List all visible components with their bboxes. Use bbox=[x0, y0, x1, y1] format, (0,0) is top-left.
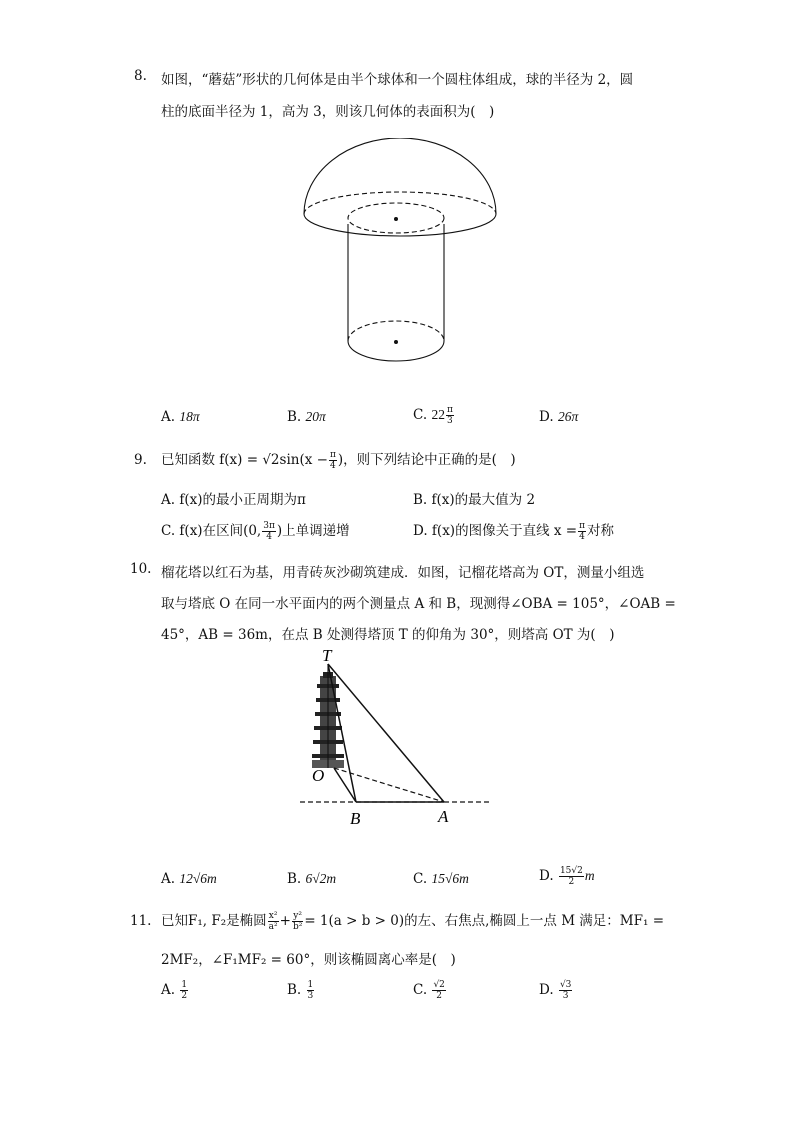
fraction: $\frac{\pi}{4}$ bbox=[579, 521, 585, 542]
q8-stem-line2: 柱的底面半径为 1，高为 3，则该几何体的表面积为( ) bbox=[161, 104, 495, 120]
q10-stem-line3: 45°，AB = 36m，在点 B 处测得塔顶 T 的仰角为 30°，则塔高 OT 为( ) bbox=[161, 627, 615, 643]
q10-option-d[interactable]: D. $\frac{15√2}{2}$ m bbox=[539, 866, 595, 887]
fraction: $\frac{\pi}{3}$ bbox=[446, 405, 453, 426]
q11-option-b[interactable]: B. $\frac{1}{3}$ bbox=[287, 980, 314, 1001]
q9-option-a[interactable]: A. f(x)的最小正周期为π bbox=[161, 492, 306, 508]
q11-option-d[interactable]: D. $\frac{√3}{3}$ bbox=[539, 980, 572, 1001]
fig-label-b: B bbox=[350, 809, 361, 828]
fraction: $\frac{1}{3}$ bbox=[307, 980, 314, 1001]
q11-number: 11. bbox=[130, 913, 152, 929]
fraction: $\frac{3\pi}{4}$ bbox=[263, 521, 275, 542]
q11-option-c[interactable]: C. $\frac{√2}{2}$ bbox=[413, 980, 445, 1001]
q9-option-c[interactable]: C. f(x)在区间(0, $\frac{3\pi}{4}$ )上单调递增 bbox=[161, 521, 350, 542]
q9-option-b[interactable]: B. f(x)的最大值为 2 bbox=[413, 492, 536, 508]
q8-number: 8. bbox=[134, 68, 147, 84]
q11-stem-line2: 2MF₂，∠F₁MF₂ = 60°，则该椭圆离心率是( ) bbox=[161, 952, 456, 968]
fraction: $\frac{\text{x²}}{\text{a²}}$ bbox=[268, 911, 278, 932]
q8-option-d[interactable]: D. 26π bbox=[539, 409, 579, 425]
q8-option-c[interactable]: C. 22 $\frac{\pi}{3}$ bbox=[413, 405, 453, 426]
q10-option-b[interactable]: B. 6√2m bbox=[287, 871, 337, 887]
q9-option-d[interactable]: D. f(x)的图像关于直线 x = $\frac{\pi}{4}$ 对称 bbox=[413, 521, 614, 542]
q11-stem-line1: 已知F₁, F₂是椭圆 $\frac{\text{x²}}{\text{a²}}$ + $\frac{\text{y²}}{\text{b²}}$ = 1(a > b > 0)的左、右焦点,椭圆上一点 M 满足：MF₁ = bbox=[161, 911, 665, 932]
fraction: $\frac{\pi}{4}$ bbox=[329, 450, 336, 471]
q10-stem-line2: 取与塔底 O 在同一水平面内的两个测量点 A 和 B，现测得∠OBA = 105°，∠OAB = bbox=[161, 596, 676, 612]
q9-stem: 已知函数 f(x) = √2sin(x − $\frac{\pi}{4}$ )，则下列结论中正确的是( ) bbox=[161, 450, 516, 471]
q8-option-b[interactable]: B. 20π bbox=[287, 409, 326, 425]
fig-label-t: T bbox=[322, 646, 332, 665]
fraction: $\frac{\text{y²}}{\text{b²}}$ bbox=[292, 911, 303, 932]
q11-option-a[interactable]: A. $\frac{1}{2}$ bbox=[161, 980, 188, 1001]
tower-figure bbox=[296, 644, 496, 829]
q10-option-c[interactable]: C. 15√6m bbox=[413, 871, 469, 887]
fig-label-o: O bbox=[312, 766, 325, 785]
fraction: $\frac{√2}{2}$ bbox=[433, 980, 445, 1001]
q9-number: 9. bbox=[134, 452, 147, 468]
mushroom-figure bbox=[300, 138, 500, 368]
q10-option-a[interactable]: A. 12√6m bbox=[161, 871, 217, 887]
fig-label-a: A bbox=[438, 807, 449, 826]
q8-stem-line1: 如图，“蘑菇”形状的几何体是由半个球体和一个圆柱体组成，球的半径为 2，圆 bbox=[161, 72, 634, 88]
q10-number: 10. bbox=[130, 561, 152, 577]
fraction: $\frac{15√2}{2}$ bbox=[559, 866, 583, 887]
q8-option-a[interactable]: A. 18π bbox=[161, 409, 200, 425]
fraction: $\frac{1}{2}$ bbox=[181, 980, 188, 1001]
fraction: $\frac{√3}{3}$ bbox=[559, 980, 572, 1001]
q10-stem-line1: 榴花塔以红石为基，用青砖灰沙砌筑建成．如图，记榴花塔高为 OT，测量小组选 bbox=[161, 565, 645, 581]
